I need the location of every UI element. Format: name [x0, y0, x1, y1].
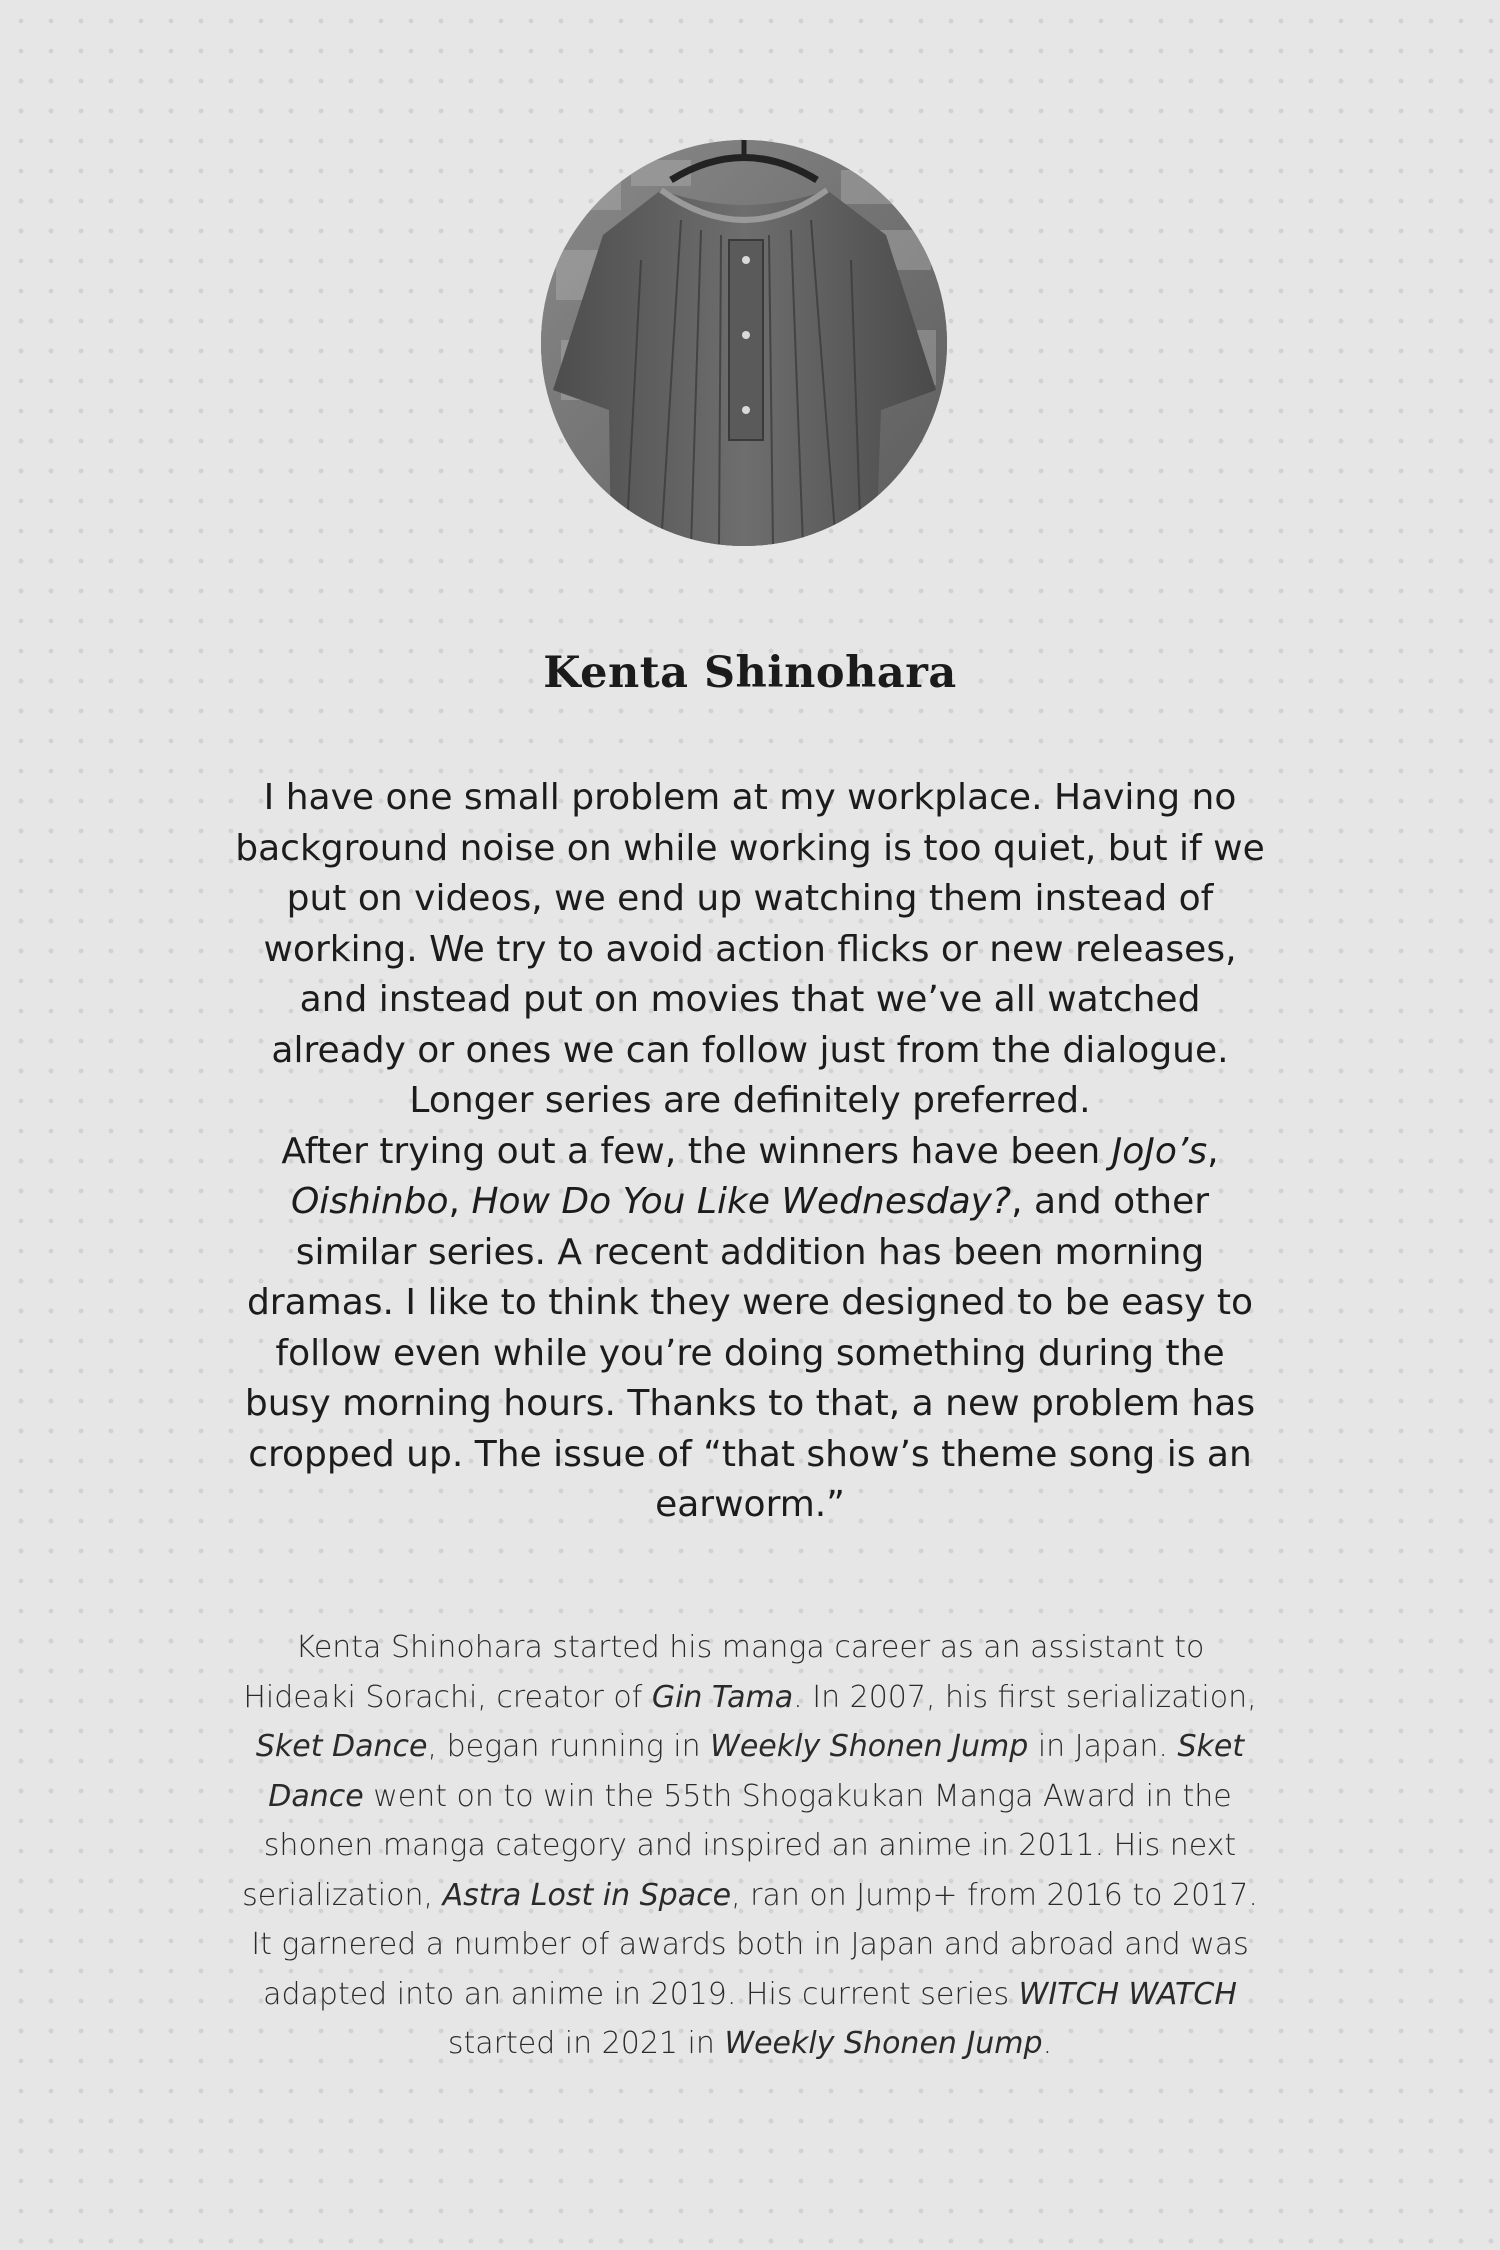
author-message	[230, 773, 1270, 1531]
author-name: Kenta Shinohara	[543, 648, 957, 698]
author-portrait	[541, 140, 947, 546]
bio-text: , ran on Jump+ from 2016 to 2017. It garnered a number of awards both in Japan and abroad and was adapted into an anime in 2019. His current series	[251, 1877, 1258, 2012]
message-text: ,	[1207, 1130, 1219, 1172]
title-witch-watch: WITCH WATCH	[1018, 1976, 1237, 2012]
bio-text: .	[1042, 2026, 1053, 2061]
bio-text: . In 2007, his first serialization,	[793, 1679, 1257, 1715]
message-text: After trying out a few, the winners have been	[281, 1130, 1112, 1172]
title-jojos: JoJo’s	[1111, 1130, 1208, 1172]
title-sket-dance: Sket Dance	[268, 1729, 1245, 1814]
shirt-on-hanger-photo	[541, 140, 947, 546]
bio-paragraph	[240, 1623, 1260, 2069]
author-bio	[240, 1623, 1260, 2069]
title-sket-dance: Sket Dance	[255, 1729, 428, 1764]
bio-text: in Japan.	[1028, 1729, 1178, 1764]
message-text: , and other similar series. A recent addition has been morning dramas. I like to think they were designed to be easy to follow even while you’re doing something during the busy morning hours. Thanks to that, a new problem has cropped up. The issue of “that show’s theme song is an earworm.”	[244, 1181, 1256, 1525]
message-paragraph-1: I have one small problem at my workplace. Having no background noise on while working is too quiet, but if we put on videos, we end up watching them instead of working. We try to avoid action flicks or new releases, and instead put on movies that we’ve all watched already or ones we can follow just from the dialogue. Longer series are definitely preferred.	[235, 777, 1265, 1121]
title-oishinbo: Oishinbo	[290, 1181, 449, 1222]
title-astra-lost-in-space: Astra Lost in Space	[442, 1877, 732, 1913]
bio-text: went on to win the 55th Shogakukan Manga Award in the shonen manga category and inspired an anime in 2011. His next serialization,	[242, 1778, 1237, 1913]
title-how-do-you-like-wednesday: How Do You Like Wednesday?	[471, 1181, 1012, 1222]
bio-text: started in 2021 in	[447, 2026, 725, 2061]
message-text: ,	[448, 1181, 472, 1222]
message-paragraph-2	[230, 1127, 1270, 1531]
title-gin-tama: Gin Tama	[651, 1679, 794, 1715]
title-weekly-shonen-jump: Weekly Shonen Jump	[710, 1729, 1029, 1764]
bio-text: Kenta Shinohara started his manga career as an assistant to Hideaki Sorachi, creator of	[243, 1630, 1205, 1715]
title-weekly-shonen-jump: Weekly Shonen Jump	[724, 2026, 1043, 2061]
bio-text: , began running in	[427, 1729, 711, 1764]
